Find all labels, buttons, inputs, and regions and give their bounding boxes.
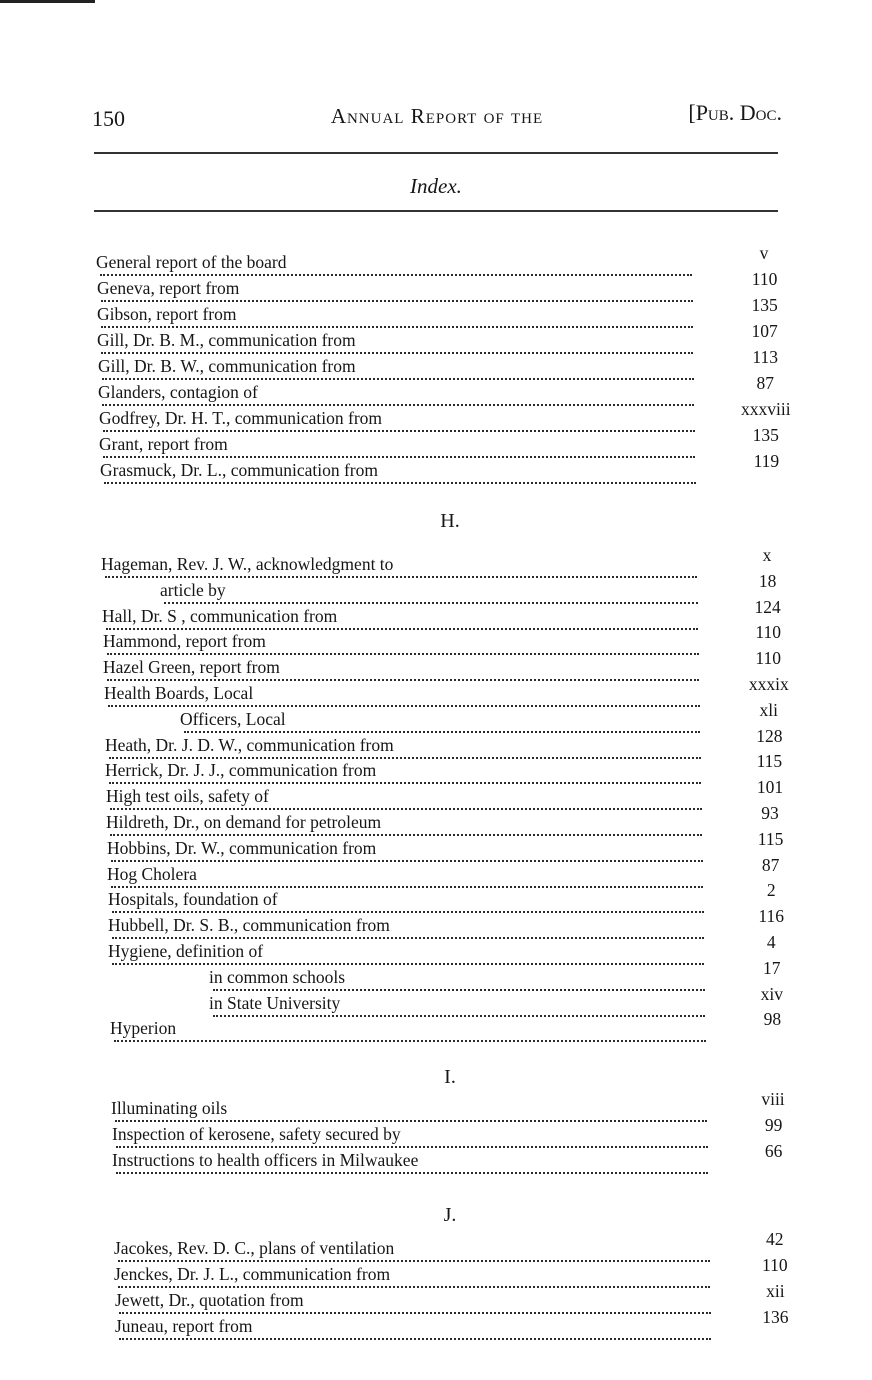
entry-text: Inspection of kerosene, safety secured by	[112, 1124, 407, 1145]
index-entry	[106, 777, 818, 812]
entry-page-number: 2	[766, 880, 776, 901]
entry-page-number: 124	[754, 596, 781, 617]
section-heading: J.	[443, 1204, 457, 1226]
entry-page-number: xli	[759, 699, 779, 720]
index-entry	[98, 347, 810, 382]
index-entry	[99, 425, 811, 460]
index-title: Index.	[410, 174, 462, 198]
dot-leader	[164, 584, 698, 604]
entry-text: Godfrey, Dr. H. T., communication from	[99, 408, 388, 429]
section-heading: I.	[444, 1066, 456, 1088]
entry-page-number: 113	[752, 347, 778, 367]
entry-page-number: 42	[766, 1229, 784, 1249]
header-rule	[94, 152, 778, 154]
index-entry	[114, 1255, 826, 1290]
index-entry	[107, 854, 819, 890]
entry-page-number: 98	[763, 1009, 782, 1030]
entry-page-number: 4	[766, 932, 776, 952]
document-tag: [Pub. Doc.	[688, 100, 782, 125]
index-entry	[115, 1307, 827, 1342]
index-entry	[97, 295, 809, 330]
entry-page-number: xxxviii	[741, 399, 791, 419]
entry-text: Instructions to health officers in Milwaukee	[112, 1150, 424, 1171]
entry-text: Hubbell, Dr. S. B., communication from	[108, 915, 396, 936]
entry-text: Hageman, Rev. J. W., acknowledgment to	[101, 554, 399, 575]
entry-text: Hyperion	[110, 1018, 182, 1039]
entry-page-number: 135	[752, 425, 779, 445]
page-header	[92, 100, 782, 134]
entry-text: Grasmuck, Dr. L., communication from	[100, 460, 384, 481]
entry-text: Glanders, contagion of	[98, 382, 264, 403]
entry-text: Hobbins, Dr. W., communication from	[107, 838, 382, 859]
index-entry	[103, 648, 815, 683]
entry-page-number: 110	[755, 648, 781, 669]
entry-page-number: 128	[756, 725, 783, 746]
entry-page-number: 119	[753, 451, 780, 471]
entry-text: Hygiene, definition of	[108, 941, 269, 962]
page-number: 150	[92, 106, 125, 131]
index-entry	[112, 1141, 824, 1176]
entry-page-number: viii	[761, 1089, 785, 1109]
index-entry	[97, 321, 809, 356]
index-entry	[104, 699, 816, 735]
entry-page-number: x	[762, 545, 772, 565]
section-heading: H.	[440, 510, 460, 532]
index-entry	[105, 725, 817, 761]
index-entry	[103, 622, 815, 657]
entry-text: Officers, Local	[180, 709, 292, 730]
entry-text: Gill, Dr. B. M., communication from	[97, 330, 362, 351]
entry-page-number: 110	[761, 1255, 788, 1275]
entry-page-number: 87	[761, 854, 780, 875]
entry-page-number: 136	[762, 1307, 789, 1327]
entry-text: Gibson, report from	[97, 304, 243, 325]
entry-text: Juneau, report from	[115, 1316, 259, 1337]
index-entry	[115, 1281, 827, 1316]
entry-text: in State University	[209, 993, 346, 1014]
entry-page-number: 101	[756, 777, 784, 798]
entry-text: Hammond, report from	[103, 631, 272, 652]
entry-text: Illuminating oils	[111, 1098, 233, 1119]
entry-text: Jewett, Dr., quotation from	[115, 1290, 310, 1311]
index-entry	[102, 570, 814, 606]
entry-page-number: 18	[758, 570, 777, 591]
entry-page-number: 110	[751, 269, 778, 289]
title-rule	[94, 210, 778, 212]
index-entry	[102, 596, 814, 632]
entry-page-number: xii	[766, 1281, 785, 1301]
index-entry	[112, 1115, 824, 1150]
index-entry	[111, 1089, 823, 1124]
entry-page-number: 99	[764, 1115, 783, 1135]
entry-text: Hildreth, Dr., on demand for petroleum	[106, 812, 387, 833]
index-entry	[97, 269, 809, 304]
index-entry	[109, 983, 821, 1019]
entry-text: Grant, report from	[99, 434, 234, 455]
entry-text: Gill, Dr. B. W., communication from	[98, 356, 362, 377]
running-title: Annual Report of the	[330, 104, 544, 128]
index-entry	[110, 1009, 822, 1044]
entry-text: Hospitals, foundation of	[108, 889, 284, 910]
entry-text: article by	[160, 580, 232, 601]
index-entry	[108, 880, 820, 915]
index-entry	[107, 828, 819, 864]
entry-page-number: 93	[761, 803, 779, 823]
entry-page-number: 87	[756, 373, 774, 393]
index-entry	[109, 957, 821, 993]
index-entry	[101, 545, 813, 580]
entry-text: Jenckes, Dr. J. L., communication from	[114, 1264, 396, 1285]
index-entry	[99, 399, 811, 434]
entry-text: Hazel Green, report from	[103, 657, 286, 678]
top-edge-rule	[0, 0, 95, 3]
entry-text: General report of the board	[96, 252, 292, 273]
entry-page-number: 17	[763, 957, 781, 978]
entry-page-number: 135	[751, 295, 778, 315]
entry-page-number: xiv	[760, 983, 783, 1004]
entry-text: Health Boards, Local	[104, 683, 259, 704]
dot-leader	[114, 1022, 706, 1042]
entry-text: Hall, Dr. S , communication from	[102, 606, 343, 627]
entry-page-number: 107	[751, 321, 778, 341]
index-entry	[108, 932, 820, 967]
entry-page-number: 66	[764, 1141, 783, 1161]
index-entry	[106, 803, 818, 838]
index-entry	[98, 373, 810, 408]
entry-text: in common schools	[209, 967, 351, 988]
entry-page-number: 110	[755, 622, 781, 643]
index-entry	[100, 451, 812, 486]
index-entry	[104, 674, 816, 709]
entry-text: Hog Cholera	[107, 864, 203, 885]
index-entry	[114, 1229, 826, 1264]
entry-page-number: 115	[756, 751, 783, 772]
entry-text: Geneva, report from	[97, 278, 245, 299]
entry-page-number: 115	[757, 828, 784, 849]
entry-page-number: v	[759, 243, 769, 263]
entry-text: Heath, Dr. J. D. W., communication from	[105, 735, 400, 756]
index-entry	[108, 906, 820, 941]
index-entry	[96, 243, 808, 278]
entry-text: High test oils, safety of	[106, 786, 275, 807]
index-entry	[105, 751, 817, 786]
entry-text: Jacokes, Rev. D. C., plans of ventilation	[114, 1238, 400, 1259]
entry-page-number: 116	[758, 906, 784, 927]
entry-text: Herrick, Dr. J. J., communication from	[105, 760, 382, 781]
entry-page-number: xxxix	[748, 674, 789, 694]
